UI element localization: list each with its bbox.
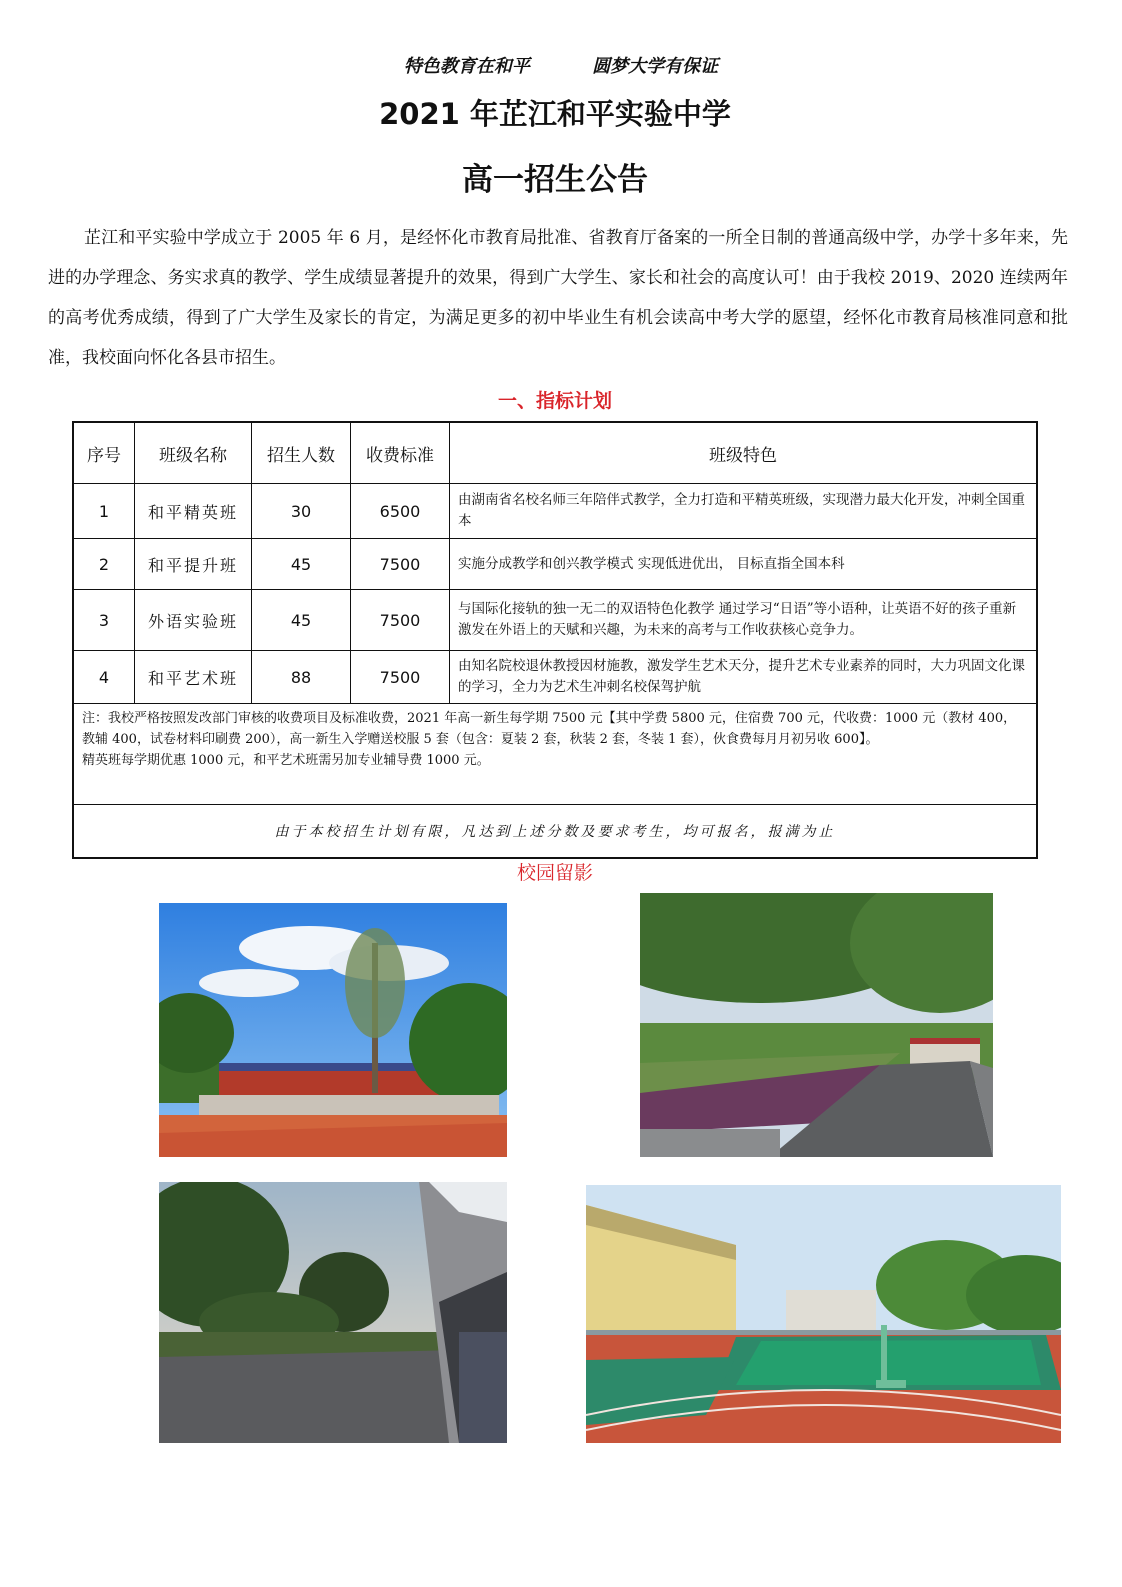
cell-fee: 7500 bbox=[351, 651, 450, 704]
section-title-plan: 一、指标计划 bbox=[497, 390, 612, 412]
section-title-campus: 校园留影 bbox=[516, 862, 593, 884]
fee-note bbox=[73, 704, 1037, 805]
cell-class-name: 和平提升班 bbox=[135, 539, 252, 590]
cell-class-name: 外语实验班 bbox=[135, 590, 252, 651]
cell-count: 88 bbox=[252, 651, 351, 704]
cell-class-name: 和平艺术班 bbox=[135, 651, 252, 704]
cell-no: 4 bbox=[73, 651, 135, 704]
header-feature: 班级特色 bbox=[450, 422, 1038, 484]
cell-fee: 6500 bbox=[351, 484, 450, 539]
cell-feature: 由湖南省名校名师三年陪伴式教学，全力打造和平精英班级，实现潜力最大化开发，冲刺全国重本 bbox=[450, 484, 1038, 539]
cell-feature: 与国际化接轨的独一无二的双语特色化教学 通过学习“日语”等小语种，让英语不好的孩子重新激发在外语上的天赋和兴趣，为未来的高考与工作收获核心竞争力。 bbox=[450, 590, 1038, 651]
header-fee: 收费标准 bbox=[351, 422, 450, 484]
enrollment-footer-note: 由于本校招生计划有限，凡达到上述分数及要求考生，均可报名，报满为止 bbox=[73, 805, 1037, 859]
slogan-right: 圆梦大学有保证 bbox=[592, 56, 719, 77]
intro-paragraph: 芷江和平实验中学成立于 2005 年 6 月，是经怀化市教育局批准、省教育厅备案的一所全日制的普通高级中学，办学十多年来，先进的办学理念、务实求真的教学、学生成绩显著提升的效果，得到广大学生、家长和社会的高度认可！由于我校 2019、2020 连续两年的高考优秀成绩，得到了广大学生及家长的肯定，为满足更多的初中毕业生有机会读高中考大学的愿望，经怀化市教育局核准同意和批准，我校面向怀化各县市招生。 bbox=[48, 228, 1068, 368]
table-note-row bbox=[73, 704, 1037, 805]
campus-photo-road bbox=[640, 893, 993, 1157]
slogan-left: 特色教育在和平 bbox=[403, 56, 530, 77]
enrollment-plan-table bbox=[72, 421, 1038, 859]
cell-class-name: 和平精英班 bbox=[135, 484, 252, 539]
slogan bbox=[0, 52, 1122, 78]
cell-count: 30 bbox=[252, 484, 351, 539]
cell-fee: 7500 bbox=[351, 590, 450, 651]
fee-note-line1: 注：我校严格按照发改部门审核的收费项目及标准收费，2021 年高一新生每学期 7500 元【其中学费 5800 元，住宿费 700 元，代收费：1000 元（教材 400，教辅 400，试卷材料印刷费 200），高一新生入学赠送校服 5 套（包含：夏装 2 套，秋装 2 套，冬装 1 套），伙食费每月月初另收 600】。 bbox=[82, 711, 1017, 747]
campus-photo-sportsfield bbox=[586, 1185, 1061, 1443]
cell-count: 45 bbox=[252, 590, 351, 651]
campus-photo-courtyard bbox=[159, 903, 507, 1157]
table-row bbox=[73, 651, 1037, 704]
page-title: 2021 年芷江和平实验中学 bbox=[379, 97, 731, 131]
campus-photo-plaza bbox=[159, 1182, 507, 1443]
cell-no: 1 bbox=[73, 484, 135, 539]
page-subtitle: 高一招生公告 bbox=[462, 162, 648, 198]
cell-count: 45 bbox=[252, 539, 351, 590]
fee-note-line2: 精英班每学期优惠 1000 元，和平艺术班需另加专业辅导费 1000 元。 bbox=[82, 753, 490, 768]
cell-feature: 由知名院校退休教授因材施教，激发学生艺术天分，提升艺术专业素养的同时，大力巩固文化课的学习，全力为艺术生冲刺名校保驾护航 bbox=[450, 651, 1038, 704]
cell-fee: 7500 bbox=[351, 539, 450, 590]
cell-no: 3 bbox=[73, 590, 135, 651]
header-class-name: 班级名称 bbox=[135, 422, 252, 484]
table-row bbox=[73, 484, 1037, 539]
header-count: 招生人数 bbox=[252, 422, 351, 484]
cell-no: 2 bbox=[73, 539, 135, 590]
table-row bbox=[73, 590, 1037, 651]
table-row bbox=[73, 539, 1037, 590]
table-footer-row bbox=[73, 805, 1037, 859]
header-no: 序号 bbox=[73, 422, 135, 484]
cell-feature: 实施分成教学和创兴教学模式 实现低进优出， 目标直指全国本科 bbox=[450, 539, 1038, 590]
